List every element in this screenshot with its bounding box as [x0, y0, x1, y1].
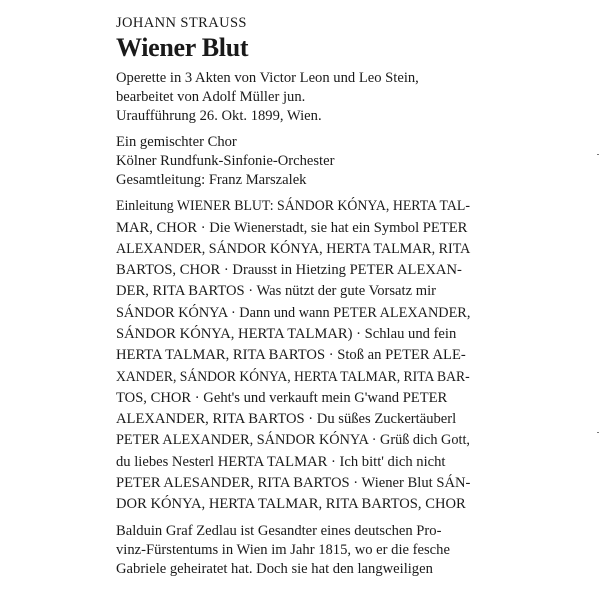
performer-credits	[116, 133, 470, 191]
track-line: PETER ALEXANDER, SÁNDOR KÓNYA · Grüß dich Gott,	[116, 432, 470, 449]
track-line: Einleitung WIENER BLUT: SÁNDOR KÓNYA, HERTA TAL-	[116, 198, 470, 215]
synopsis-line: Balduin Graf Zedlau ist Gesandter eines deutschen Pro-	[116, 522, 442, 539]
info-line: Operette in 3 Akten von Victor Leon und Leo Stein,	[116, 70, 419, 86]
scan-margin-mark	[597, 154, 599, 155]
synopsis	[116, 522, 470, 580]
track-line: ALEXANDER, RITA BARTOS · Du süßes Zuckertäuberl	[116, 411, 457, 428]
credit-line: Kölner Rundfunk-Sinfonie-Orchester	[116, 152, 335, 169]
track-line: XANDER, SÁNDOR KÓNYA, HERTA TALMAR, RITA BAR-	[116, 368, 470, 385]
liner-notes-page	[116, 14, 470, 585]
track-line: DER, RITA BARTOS · Was nützt der gute Vorsatz mir	[116, 283, 436, 300]
work-info	[116, 69, 470, 127]
track-list	[116, 196, 470, 515]
track-line: DOR KÓNYA, HERTA TALMAR, RITA BARTOS, CHOR	[116, 496, 466, 513]
work-title: Wiener Blut	[116, 33, 249, 62]
synopsis-line: vinz-Fürstentums in Wien im Jahr 1815, wo er die fesche	[116, 541, 450, 558]
track-line: BARTOS, CHOR · Drausst in Hietzing PETER ALEXAN-	[116, 262, 462, 279]
info-line: Uraufführung 26. Okt. 1899, Wien.	[116, 108, 322, 125]
track-line: HERTA TALMAR, RITA BARTOS · Stoß an PETER ALE-	[116, 347, 466, 364]
credit-line: Gesamtleitung: Franz Marszalek	[116, 172, 307, 189]
scan-margin-mark	[597, 432, 599, 433]
synopsis-line: Gabriele geheiratet hat. Doch sie hat den langweiligen	[116, 561, 433, 578]
track-line: MAR, CHOR · Die Wienerstadt, sie hat ein Symbol PETER	[116, 219, 468, 236]
track-line: SÁNDOR KÓNYA, HERTA TALMAR) · Schlau und fein	[116, 326, 457, 342]
track-line: PETER ALESANDER, RITA BARTOS · Wiener Blut SÁN-	[116, 475, 471, 492]
track-line: du liebes Nesterl HERTA TALMAR · Ich bitt' dich nicht	[116, 453, 446, 470]
credit-line: Ein gemischter Chor	[116, 133, 237, 150]
track-line: ALEXANDER, SÁNDOR KÓNYA, HERTA TALMAR, RITA	[116, 240, 471, 257]
info-line: bearbeitet von Adolf Müller jun.	[116, 89, 306, 106]
composer-name: JOHANN STRAUSS	[116, 15, 247, 31]
track-line: SÁNDOR KÓNYA · Dann und wann PETER ALEXANDER,	[116, 304, 471, 321]
track-line: TOS, CHOR · Geht's und verkauft mein G'wand PETER	[116, 389, 448, 406]
